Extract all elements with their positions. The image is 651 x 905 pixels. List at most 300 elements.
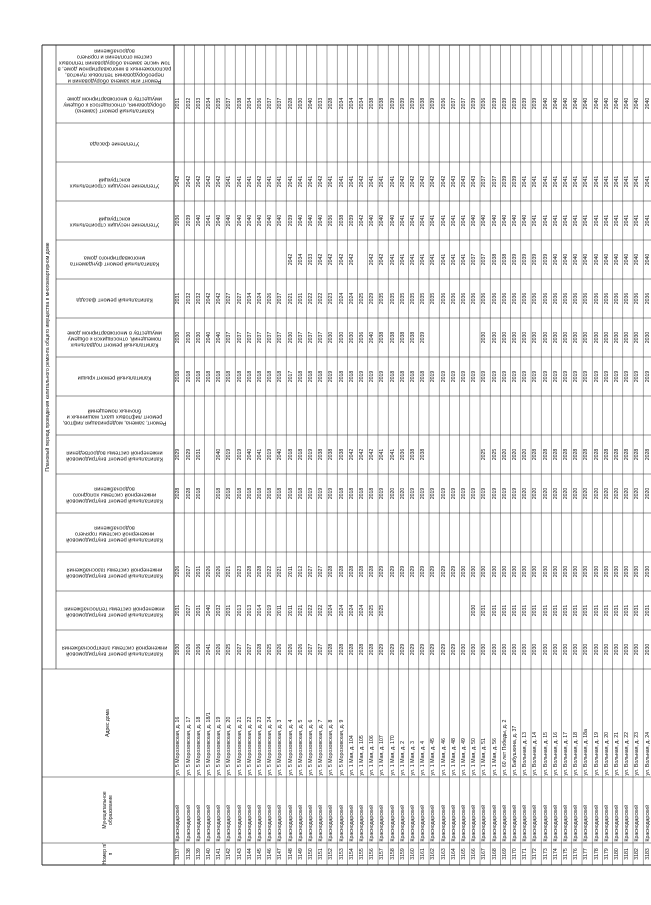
- row-address: ул. 1 Мая, д. 105: [359, 735, 365, 776]
- row-municipality: Краснодарский: [532, 805, 539, 842]
- row-year-cell: 2018: [246, 487, 253, 500]
- row-address: ул. 1 Мая, д. 46: [440, 738, 447, 776]
- row-year-cell: 2034: [297, 253, 304, 266]
- row-year-cell: 2037: [481, 175, 488, 188]
- row-year-cell: 2039: [542, 253, 549, 266]
- row-year-cell: 2030: [461, 643, 467, 656]
- row-year-cell: 2040: [573, 97, 580, 110]
- row-address: ул. 1 Мая, д. 48: [450, 738, 457, 776]
- row-year-cell: 2030: [634, 331, 641, 344]
- row-year-cell: 2018: [216, 487, 223, 500]
- row-number: 3170: [512, 848, 518, 860]
- row-year-cell: 2011: [287, 565, 294, 578]
- row-year-cell: 2031: [552, 604, 559, 617]
- row-year-cell: 2040: [389, 214, 396, 227]
- row-year-cell: 2018: [216, 370, 223, 383]
- row-year-cell: 2030: [501, 331, 508, 344]
- row-municipality: Краснодарский: [450, 805, 457, 842]
- row-year-cell: 2041: [593, 175, 600, 188]
- row-year-cell: 2038: [328, 448, 335, 461]
- row-address: ул. 5 Морозовская, д. 17: [185, 716, 192, 776]
- row-year-cell: 2038: [379, 97, 386, 110]
- row-number: 3138: [185, 848, 192, 860]
- row-year-cell: 2041: [563, 175, 569, 188]
- row-year-cell: 2030: [583, 331, 590, 344]
- row-number: 3158: [389, 848, 396, 860]
- row-address: ул. Бабушкина, д. 37: [512, 725, 518, 776]
- row-year-cell: 2029: [410, 643, 416, 656]
- row-year-cell: 2040: [195, 214, 202, 227]
- row-year-cell: 2026: [297, 643, 304, 656]
- row-address: ул. 1 Мая, д. 106: [369, 735, 376, 776]
- row-year-cell: 2037: [318, 331, 325, 344]
- row-year-cell: 2018: [195, 370, 202, 383]
- row-municipality: Краснодарский: [348, 805, 355, 842]
- row-municipality: Краснодарский: [338, 805, 345, 842]
- row-year-cell: 2026: [216, 565, 223, 578]
- row-year-cell: 2043: [450, 175, 457, 188]
- row-municipality: Краснодарский: [461, 805, 467, 842]
- row-year-cell: 2019: [532, 370, 539, 383]
- row-year-cell: 2031: [573, 604, 580, 617]
- row-year-cell: 2036: [257, 97, 263, 110]
- row-year-cell: 2019: [573, 370, 580, 383]
- row-address: ул. Вольная, д. 18а: [583, 729, 590, 776]
- row-year-cell: 2041: [644, 214, 651, 227]
- row-year-cell: 2028: [328, 643, 335, 656]
- row-municipality: Краснодарский: [226, 805, 233, 842]
- row-year-cell: 2019: [328, 487, 335, 500]
- row-year-cell: 2038: [236, 97, 243, 110]
- row-address: ул. Вольная, д. 17: [563, 732, 569, 776]
- row-year-cell: 2031: [501, 604, 508, 617]
- row-year-cell: 2019: [644, 370, 651, 383]
- row-year-cell: 2029: [440, 643, 447, 656]
- row-year-cell: 2030: [552, 331, 559, 344]
- row-year-cell: 2023: [236, 565, 243, 578]
- row-year-cell: 2026: [267, 292, 274, 305]
- row-year-cell: 2024: [328, 604, 335, 617]
- row-year-cell: 2042: [328, 253, 335, 266]
- row-year-cell: 2040: [522, 214, 529, 227]
- row-address: ул. Вольная, д. 14: [532, 732, 539, 776]
- row-year-cell: 2037: [257, 331, 263, 344]
- row-number: 3173: [542, 848, 549, 860]
- row-year-cell: 2040: [563, 253, 569, 266]
- row-year-cell: 2040: [246, 214, 253, 227]
- row-year-cell: 2039: [348, 214, 355, 227]
- row-municipality: Краснодарский: [369, 805, 376, 842]
- row-year-cell: 2019: [501, 487, 508, 500]
- row-year-cell: 2031: [226, 604, 233, 617]
- row-year-cell: 2040: [236, 214, 243, 227]
- row-address: ул. Вольная, д. 21: [614, 732, 620, 776]
- row-year-cell: 2041: [328, 175, 335, 188]
- row-year-cell: 2025: [491, 448, 498, 461]
- row-year-cell: 2036: [175, 214, 182, 227]
- row-year-cell: 2041: [348, 175, 355, 188]
- row-year-cell: 2040: [512, 214, 518, 227]
- row-municipality: Краснодарский: [389, 805, 396, 842]
- row-year-cell: 2019: [450, 487, 457, 500]
- row-year-cell: 2027: [236, 643, 243, 656]
- row-number: 3144: [246, 848, 253, 860]
- row-year-cell: 2041: [410, 214, 416, 227]
- row-number: 3177: [583, 848, 590, 860]
- row-year-cell: 2019: [512, 370, 518, 383]
- row-year-cell: 2040: [634, 97, 641, 110]
- row-year-cell: 2018: [420, 370, 427, 383]
- row-year-cell: 2042: [420, 175, 427, 188]
- row-year-cell: 2036: [195, 643, 202, 656]
- row-municipality: Краснодарский: [328, 805, 335, 842]
- row-year-cell: 2020: [552, 487, 559, 500]
- row-municipality: Краснодарский: [471, 805, 478, 842]
- row-year-cell: 2041: [603, 214, 610, 227]
- row-year-cell: 2041: [461, 214, 467, 227]
- row-year-cell: 2029: [450, 643, 457, 656]
- row-year-cell: 2041: [206, 643, 212, 656]
- row-year-cell: 2030: [491, 565, 498, 578]
- row-year-cell: 2028: [369, 565, 376, 578]
- row-municipality: Краснодарский: [420, 805, 427, 842]
- row-year-cell: 2041: [634, 214, 641, 227]
- row-number: 3168: [491, 848, 498, 860]
- row-year-cell: 2028: [359, 643, 365, 656]
- row-municipality: Краснодарский: [481, 805, 488, 842]
- row-year-cell: 2018: [389, 370, 396, 383]
- row-year-cell: 2020: [614, 487, 620, 500]
- row-year-cell: 2026: [287, 643, 294, 656]
- row-year-cell: 2024: [348, 292, 355, 305]
- row-year-cell: 2027: [226, 292, 233, 305]
- row-year-cell: 2040: [644, 253, 651, 266]
- row-year-cell: 2030: [461, 565, 467, 578]
- row-year-cell: 2035: [430, 292, 437, 305]
- row-year-cell: 2029: [420, 643, 427, 656]
- row-year-cell: 2031: [195, 565, 202, 578]
- row-year-cell: 2031: [297, 292, 304, 305]
- row-municipality: Краснодарский: [542, 805, 549, 842]
- row-municipality: Краснодарский: [573, 805, 580, 842]
- row-year-cell: 2041: [308, 175, 314, 188]
- row-year-cell: 2041: [614, 214, 620, 227]
- row-year-cell: 2042: [369, 253, 376, 266]
- row-year-cell: 2041: [430, 253, 437, 266]
- row-number: 3167: [481, 848, 488, 860]
- row-year-cell: 2027: [308, 565, 314, 578]
- row-year-cell: 2011: [277, 604, 284, 617]
- row-number: 3151: [318, 848, 325, 860]
- row-year-cell: 2039: [491, 97, 498, 110]
- row-year-cell: 2035: [399, 292, 406, 305]
- row-year-cell: 2030: [593, 331, 600, 344]
- row-year-cell: 2030: [552, 643, 559, 656]
- row-year-cell: 2030: [614, 643, 620, 656]
- row-year-cell: 2036: [359, 331, 365, 344]
- row-address: ул. Вольная, д. 24: [644, 732, 651, 776]
- row-year-cell: 2036: [481, 97, 488, 110]
- row-year-cell: 2040: [481, 214, 488, 227]
- work-header-15: Ремонт или замена оборудования и переоборудования тепловых пунктов, расположенных в многоквартирном доме, в том числе замена оборудования тепловых систем отопления и горячего водоснабжения: [57, 48, 171, 85]
- row-year-cell: 2037: [297, 331, 304, 344]
- row-municipality: Краснодарский: [440, 805, 447, 842]
- row-year-cell: 2030: [624, 565, 631, 578]
- row-year-cell: 2036: [501, 292, 508, 305]
- row-year-cell: 2036: [440, 97, 447, 110]
- row-number: 3160: [410, 848, 416, 860]
- row-year-cell: 2040: [216, 214, 223, 227]
- row-year-cell: 2031: [512, 604, 518, 617]
- row-year-cell: 2030: [603, 565, 610, 578]
- row-number: 3182: [634, 848, 641, 860]
- row-year-cell: 2019: [308, 487, 314, 500]
- row-year-cell: 2042: [359, 448, 365, 461]
- row-year-cell: 2019: [461, 370, 467, 383]
- row-year-cell: 2031: [175, 97, 182, 110]
- row-year-cell: 2020: [399, 487, 406, 500]
- row-year-cell: 2030: [512, 331, 518, 344]
- row-year-cell: 2029: [369, 292, 376, 305]
- row-municipality: Краснодарский: [277, 805, 284, 842]
- row-number: 3162: [430, 848, 437, 860]
- row-year-cell: 2035: [216, 97, 223, 110]
- row-year-cell: 2029: [399, 565, 406, 578]
- row-year-cell: 2041: [614, 175, 620, 188]
- row-year-cell: 2031: [583, 604, 590, 617]
- row-year-cell: 2020: [644, 487, 651, 500]
- row-year-cell: 2034: [338, 97, 345, 110]
- row-year-cell: 2041: [573, 214, 580, 227]
- row-year-cell: 2018: [318, 370, 325, 383]
- row-address: ул. 5 Морозовская, д. 18: [195, 716, 202, 776]
- row-year-cell: 2019: [471, 487, 478, 500]
- row-year-cell: 2041: [522, 175, 529, 188]
- row-year-cell: 2036: [542, 292, 549, 305]
- row-year-cell: 2028: [573, 448, 580, 461]
- row-number: 3166: [471, 848, 478, 860]
- row-address: ул. 5 Морозовская, д. 9: [338, 719, 345, 776]
- row-year-cell: 2035: [379, 292, 386, 305]
- row-year-cell: 2040: [308, 214, 314, 227]
- row-year-cell: 2037: [277, 331, 284, 344]
- row-year-cell: 2030: [491, 643, 498, 656]
- row-year-cell: 2036: [522, 292, 529, 305]
- row-year-cell: 2033: [195, 97, 202, 110]
- row-year-cell: 2026: [216, 643, 223, 656]
- row-year-cell: 2036: [634, 292, 641, 305]
- row-year-cell: 2019: [430, 370, 437, 383]
- row-year-cell: 2030: [614, 331, 620, 344]
- row-year-cell: 2037: [491, 175, 498, 188]
- row-year-cell: 2031: [532, 604, 539, 617]
- row-year-cell: 2040: [583, 97, 590, 110]
- row-year-cell: 2039: [522, 97, 529, 110]
- row-address: ул. 1 Мая, д. 45: [430, 738, 437, 776]
- row-year-cell: 2041: [399, 253, 406, 266]
- header-municipality: Муниципальное образование: [102, 791, 114, 829]
- row-year-cell: 2019: [461, 487, 467, 500]
- row-year-cell: 2030: [603, 331, 610, 344]
- row-municipality: Краснодарский: [236, 805, 243, 842]
- row-year-cell: 2040: [226, 214, 233, 227]
- row-year-cell: 2037: [308, 331, 314, 344]
- row-year-cell: 2041: [450, 253, 457, 266]
- row-year-cell: 2041: [236, 175, 243, 188]
- row-year-cell: 2038: [369, 97, 376, 110]
- row-municipality: Краснодарский: [491, 805, 498, 842]
- row-year-cell: 2013: [246, 604, 253, 617]
- row-year-cell: 2040: [216, 331, 223, 344]
- row-municipality: Краснодарский: [185, 805, 192, 842]
- row-municipality: Краснодарский: [175, 805, 182, 842]
- row-municipality: Краснодарский: [206, 805, 212, 842]
- row-year-cell: 2030: [614, 565, 620, 578]
- row-year-cell: 2014: [257, 604, 263, 617]
- row-address: ул. 1 Мая, д. 107: [379, 735, 386, 776]
- row-year-cell: 2028: [624, 448, 631, 461]
- row-year-cell: 2038: [399, 331, 406, 344]
- row-year-cell: 2030: [522, 565, 529, 578]
- row-address: ул. 5 Морозовская, д. 22: [246, 716, 253, 776]
- row-year-cell: 2030: [522, 331, 529, 344]
- row-year-cell: 2028: [338, 643, 345, 656]
- row-year-cell: 2018: [297, 370, 304, 383]
- row-address: ул. Вольная, д. 22: [624, 732, 631, 776]
- row-municipality: Краснодарский: [216, 805, 223, 842]
- row-year-cell: 2027: [246, 643, 253, 656]
- row-year-cell: 2031: [644, 604, 651, 617]
- row-year-cell: 2041: [593, 214, 600, 227]
- row-year-cell: 2019: [410, 487, 416, 500]
- row-number: 3139: [195, 848, 202, 860]
- row-year-cell: 2037: [267, 97, 274, 110]
- row-municipality: Краснодарский: [593, 805, 600, 842]
- work-header-8: Капитальный ремонт подвальных помещений, относящихся к общему имуществу в многоквартирном доме: [66, 330, 162, 349]
- row-municipality: Краснодарский: [410, 805, 416, 842]
- row-year-cell: 2032: [185, 292, 192, 305]
- row-year-cell: 2030: [624, 331, 631, 344]
- row-year-cell: 2039: [501, 175, 508, 188]
- row-year-cell: 2038: [420, 448, 427, 461]
- row-year-cell: 2041: [257, 448, 263, 461]
- row-year-cell: 2012: [297, 565, 304, 578]
- row-year-cell: 2038: [410, 331, 416, 344]
- row-year-cell: 2039: [512, 253, 518, 266]
- row-number: 3154: [348, 848, 355, 860]
- row-year-cell: 2035: [410, 292, 416, 305]
- row-year-cell: 2040: [501, 214, 508, 227]
- row-year-cell: 2030: [338, 331, 345, 344]
- row-year-cell: 2030: [573, 643, 580, 656]
- row-number: 3150: [308, 848, 314, 860]
- row-number: 3165: [461, 848, 467, 860]
- row-number: 3148: [287, 848, 294, 860]
- row-year-cell: 2018: [236, 370, 243, 383]
- row-year-cell: 2020: [389, 487, 396, 500]
- row-year-cell: 2040: [246, 448, 253, 461]
- row-year-cell: 2019: [328, 370, 335, 383]
- row-year-cell: 2041: [583, 214, 590, 227]
- row-year-cell: 2037: [471, 253, 478, 266]
- row-year-cell: 2030: [481, 643, 488, 656]
- row-municipality: Краснодарский: [512, 805, 518, 842]
- work-header-9: Капитальный ремонт фасада: [75, 297, 153, 304]
- row-year-cell: 2040: [277, 214, 284, 227]
- row-year-cell: 2040: [491, 214, 498, 227]
- row-year-cell: 2020: [624, 487, 631, 500]
- row-number: 3180: [614, 848, 620, 860]
- row-year-cell: 2036: [471, 292, 478, 305]
- row-municipality: Краснодарский: [379, 805, 386, 842]
- row-year-cell: 2036: [450, 292, 457, 305]
- row-year-cell: 2018: [195, 487, 202, 500]
- row-address: ул. 5 Морозовская, д. 3: [277, 719, 284, 776]
- row-year-cell: 2040: [277, 448, 284, 461]
- row-year-cell: 2041: [624, 214, 631, 227]
- row-year-cell: 2030: [297, 97, 304, 110]
- row-year-cell: 2018: [410, 370, 416, 383]
- row-year-cell: 2030: [563, 331, 569, 344]
- row-year-cell: 2039: [420, 331, 427, 344]
- row-year-cell: 2042: [369, 448, 376, 461]
- row-municipality: Краснодарский: [634, 805, 641, 842]
- row-address: ул. 5 Морозовская, д. 24: [267, 716, 274, 776]
- row-year-cell: 2030: [532, 331, 539, 344]
- row-municipality: Краснодарский: [318, 805, 325, 842]
- row-year-cell: 2036: [614, 292, 620, 305]
- row-year-cell: 2040: [206, 604, 212, 617]
- row-year-cell: 2017: [287, 370, 294, 383]
- row-year-cell: 2019: [308, 448, 314, 461]
- row-year-cell: 2022: [308, 292, 314, 305]
- row-year-cell: 2026: [175, 565, 182, 578]
- row-address: ул. 60 лет Победы, д. 2: [501, 719, 508, 776]
- row-year-cell: 2036: [552, 292, 559, 305]
- row-year-cell: 2028: [644, 448, 651, 461]
- row-year-cell: 2041: [450, 214, 457, 227]
- row-year-cell: 2029: [399, 643, 406, 656]
- row-year-cell: 2030: [532, 565, 539, 578]
- row-number: 3141: [216, 848, 223, 860]
- row-year-cell: 2036: [563, 292, 569, 305]
- row-year-cell: 2020: [501, 448, 508, 461]
- row-year-cell: 2028: [583, 448, 590, 461]
- row-year-cell: 2041: [603, 175, 610, 188]
- row-year-cell: 2018: [399, 370, 406, 383]
- row-year-cell: 2039: [512, 97, 518, 110]
- row-year-cell: 2020: [583, 487, 590, 500]
- row-year-cell: 2038: [410, 448, 416, 461]
- row-year-cell: 2039: [501, 97, 508, 110]
- row-year-cell: 2011: [287, 604, 294, 617]
- row-year-cell: 2042: [399, 175, 406, 188]
- row-year-cell: 2031: [195, 604, 202, 617]
- row-year-cell: 2030: [481, 565, 488, 578]
- row-year-cell: 2019: [226, 448, 233, 461]
- row-address: ул. 5 Морозовская, д. 23: [257, 716, 263, 776]
- row-year-cell: 2042: [287, 253, 294, 266]
- row-year-cell: 2036: [481, 292, 488, 305]
- row-municipality: Краснодарский: [399, 805, 406, 842]
- row-year-cell: 2018: [277, 370, 284, 383]
- row-year-cell: 2031: [175, 604, 182, 617]
- row-year-cell: 2028: [328, 97, 335, 110]
- row-number: 3176: [573, 848, 580, 860]
- row-year-cell: 2040: [634, 253, 641, 266]
- row-year-cell: 2036: [440, 292, 447, 305]
- row-year-cell: 2041: [420, 253, 427, 266]
